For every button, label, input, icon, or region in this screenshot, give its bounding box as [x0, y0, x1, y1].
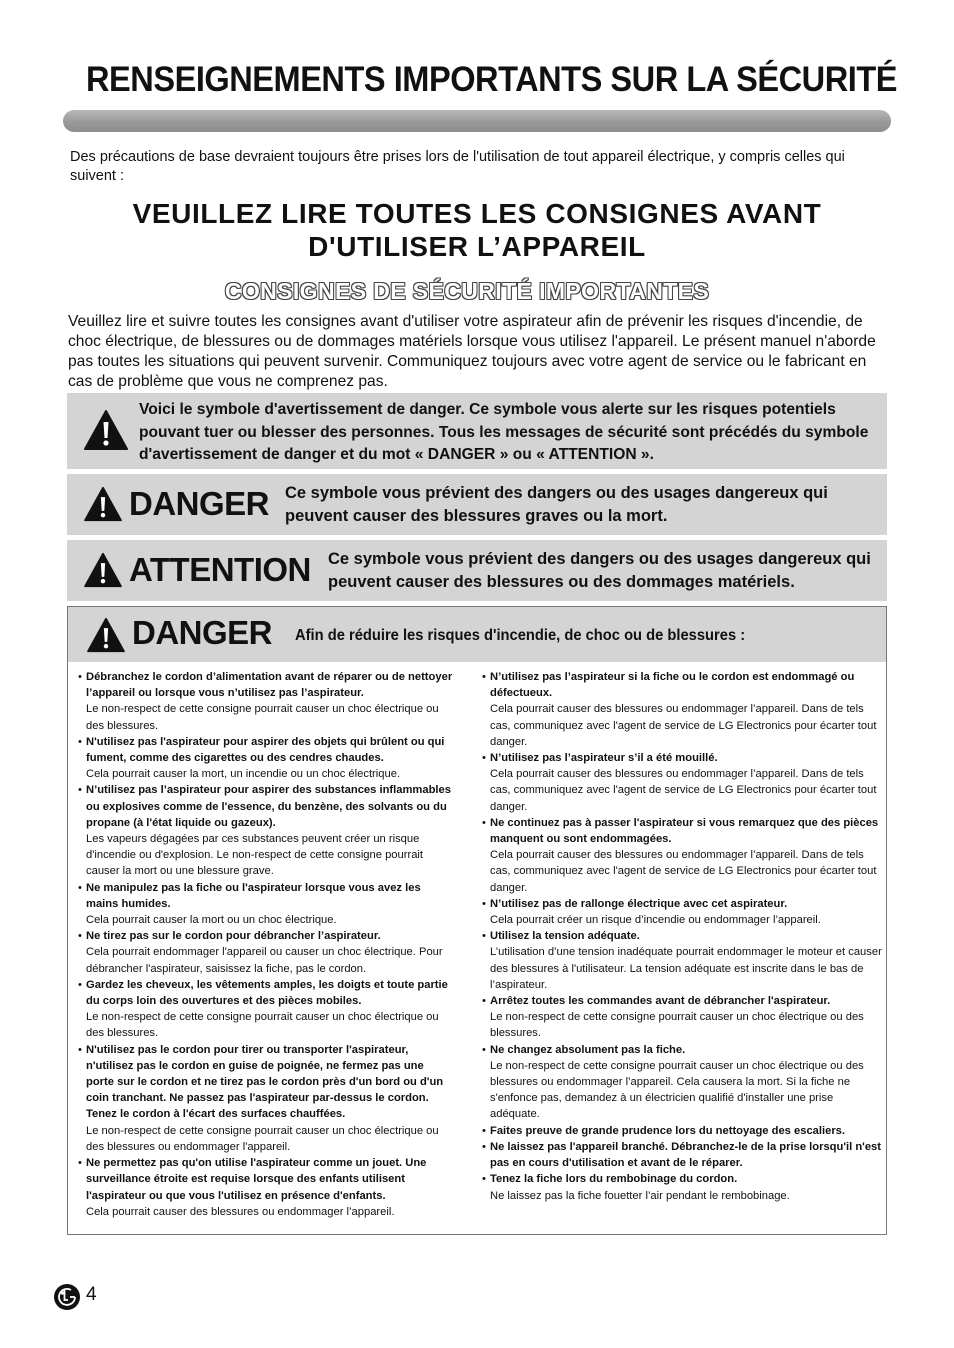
page-number: 4 — [86, 1284, 97, 1305]
alert-symbol-text: Voici le symbole d'avertissement de danger. Ce symbole vous alerte sur les risques potentiels pouvant tuer ou blesser des personnes. Tous les messages de sécurité sont précédés du symbole d'avertissement de danger et du mot « DANGER » ou « ATTENTION ». — [139, 401, 869, 463]
list-item: • Ne changez absolument pas la fiche. Le non-respect de cette consigne pourrait causer un choc électrique ou des blessures ou endommager l’appareil. Cela causera la mort. Si la fiche ne s'enfonce pas, demandez à un électricien qualifié d'installer une prise adéquate. — [482, 1043, 864, 1121]
warning-triangle-icon — [83, 486, 123, 522]
list-item: • N’utilisez pas l’aspirateur si la fiche ou le cordon est endommagé ou défectueux. Cela pourrait causer des blessures ou endommager l’appareil. Dans de tels cas, communiquez avec l'agent de service de LG Electronics pour écarter tout danger. — [482, 671, 877, 748]
danger-list-header — [68, 607, 886, 662]
list-item: • N’utilisez pas l’aspirateur s’il a été mouillé. Cela pourrait causer des blessures ou endommager l’appareil. Dans de tels cas, communiquez avec l'agent de service de LG Electronics pour écarter tout danger. — [482, 752, 877, 813]
attention-definition-text: Ce symbole vous prévient des dangers ou des usages dangereux qui peuvent causer des blessures ou des dommages matériels. — [328, 550, 871, 591]
list-item: • Ne laissez pas l'appareil branché. Débranchez-le de la prise lorsqu'il n'est pas en cours d'utilisation et avant de le réparer. — [482, 1140, 881, 1170]
attention-signal-word: ATTENTION — [129, 551, 311, 588]
list-item: • Ne tirez pas sur le cordon pour débrancher l’aspirateur. Cela pourrait endommager l'appareil ou causer un choc électrique. Pour débrancher l'aspirateur, saisissez la fiche, pas le cordon. — [78, 930, 443, 975]
list-item: • Tenez la fiche lors du rembobinage du cordon. Ne laissez pas la fiche fouetter l’air pendant le rembobinage. — [482, 1173, 790, 1202]
danger-list-right-column — [482, 669, 882, 1204]
danger-list-signal-word: DANGER — [132, 614, 273, 651]
danger-signal-word: DANGER — [129, 485, 270, 522]
list-item: • N'utilisez pas le cordon pour tirer ou transporter l'aspirateur, n'utilisez pas le cordon en guise de poignée, ne fermez pas une porte sur le cordon et ne tirez pas le cordon près d'un bord ou d'un coin tranchant. Ne passez pas l'aspirateur par-dessus le cordon. Tenez le cordon à l'écart des surfaces chauffées. Le non-respect de cette consigne pourrait causer un choc électrique ou des blessures ou endommager l'appareil. — [78, 1043, 444, 1153]
title-divider-bar — [63, 110, 891, 132]
list-item: • N'utilisez pas l'aspirateur pour aspirer des objets qui brûlent ou qui fument, comme des cigarettes ou des cendres chaudes. Cela pourrait causer la mort, un incendie ou un choc électrique. — [78, 735, 445, 781]
warning-triangle-icon — [86, 617, 126, 653]
danger-list-left-column — [78, 669, 453, 1220]
intro-text: Des précautions de base devraient toujours être prises lors de l'utilisation de tout appareil électrique, y compris celles qui suivent : — [70, 149, 845, 184]
lead-paragraph: Veuillez lire et suivre toutes les consignes avant d'utiliser votre aspirateur afin de prévenir les risques d'incendie, de choc électrique, de blessures ou de dommages matériels lorsque vous utilisez l'appareil. Le présent manuel n'aborde pas toutes les situations qui peuvent survenir. Communiquez toujours avec votre agent de service ou le fabricant en cas de problème que vous ne comprenez pas. — [68, 313, 876, 390]
list-item: • Faites preuve de grande prudence lors du nettoyage des escaliers. — [482, 1124, 846, 1137]
instructions-heading: VEUILLEZ LIRE TOUTES LES CONSIGNES AVANT D'UTILISER L’APPAREIL — [132, 198, 822, 262]
attention-definition-box — [67, 540, 887, 601]
list-item: • Ne continuez pas à passer l'aspirateur si vous remarquez que des pièces manquent ou sont endommagées. Cela pourrait causer des blessures ou endommager l’appareil. Dans de tels cas, communiquez avec l'agent de service de LG Electronics pour écarter tout danger. — [482, 816, 879, 894]
danger-instructions-box — [67, 606, 887, 1235]
list-item: • Utilisez la tension adéquate. L’utilisation d’une tension inadéquate pourrait endommager le moteur et causer des blessures à l'utilisateur. La tension adéquate est inscrite dans le bas de l’aspirateur. — [482, 930, 882, 991]
lg-logo-icon — [53, 1283, 81, 1311]
list-item: • Ne permettez pas qu'on utilise l'aspirateur comme un jouet. Une surveillance étroite est requise lorsque des enfants utilisent l'aspirateur ou que vous l'utilisez en présence d'enfants. Cela pourrait causer des blessures ou endommager l’appareil. — [78, 1157, 427, 1218]
warning-triangle-icon — [83, 409, 129, 451]
list-item: • Ne manipulez pas la fiche ou l'aspirateur lorsque vous avez les mains humides. Cela pourrait causer la mort ou un choc électrique. — [78, 881, 421, 927]
list-item: • Gardez les cheveux, les vêtements amples, les doigts et toute partie du corps loin des ouvertures et des pièces mobiles. Le non-respect de cette consigne pourrait causer un choc électrique ou des blessures. — [78, 978, 448, 1040]
safety-subheading: CONSIGNES DE SÉCURITÉ IMPORTANTES — [224, 278, 710, 304]
list-item: • Arrêtez toutes les commandes avant de débrancher l'aspirateur. Le non-respect de cette consigne pourrait causer un choc électrique ou des blessures. — [482, 995, 864, 1040]
danger-list-intro: Afin de réduire les risques d'incendie, de choc ou de blessures : — [295, 627, 746, 644]
danger-definition-box — [67, 474, 887, 535]
list-item: • Débranchez le cordon d’alimentation avant de réparer ou de nettoyer l’appareil ou lorsque vous n’utilisez pas l’aspirateur. Le non-respect de cette consigne pourrait causer un choc électrique ou des blessures. — [78, 671, 453, 732]
alert-symbol-box — [67, 393, 887, 469]
warning-triangle-icon — [83, 552, 123, 588]
danger-definition-text: Ce symbole vous prévient des dangers ou des usages dangereux qui peuvent causer des blessures graves ou la mort. — [285, 484, 828, 525]
list-item: • N’utilisez pas l’aspirateur pour aspirer des substances inflammables ou explosives comme de l'essence, du benzène, des solvants ou du propane (à l'état liquide ou gazeux). Les vapeurs dégagées par ces substances peuvent créer un risque d'incendie ou d'explosion. Le non-respect de cette consigne pourrait causer la mort ou une blessure grave. — [78, 784, 451, 878]
page-title: RENSEIGNEMENTS IMPORTANTS SUR LA SÉCURITÉ — [86, 60, 898, 99]
list-item: • N’utilisez pas de rallonge électrique avec cet aspirateur. Cela pourrait créer un risque d’incendie ou endommager l’appareil. — [482, 897, 821, 927]
